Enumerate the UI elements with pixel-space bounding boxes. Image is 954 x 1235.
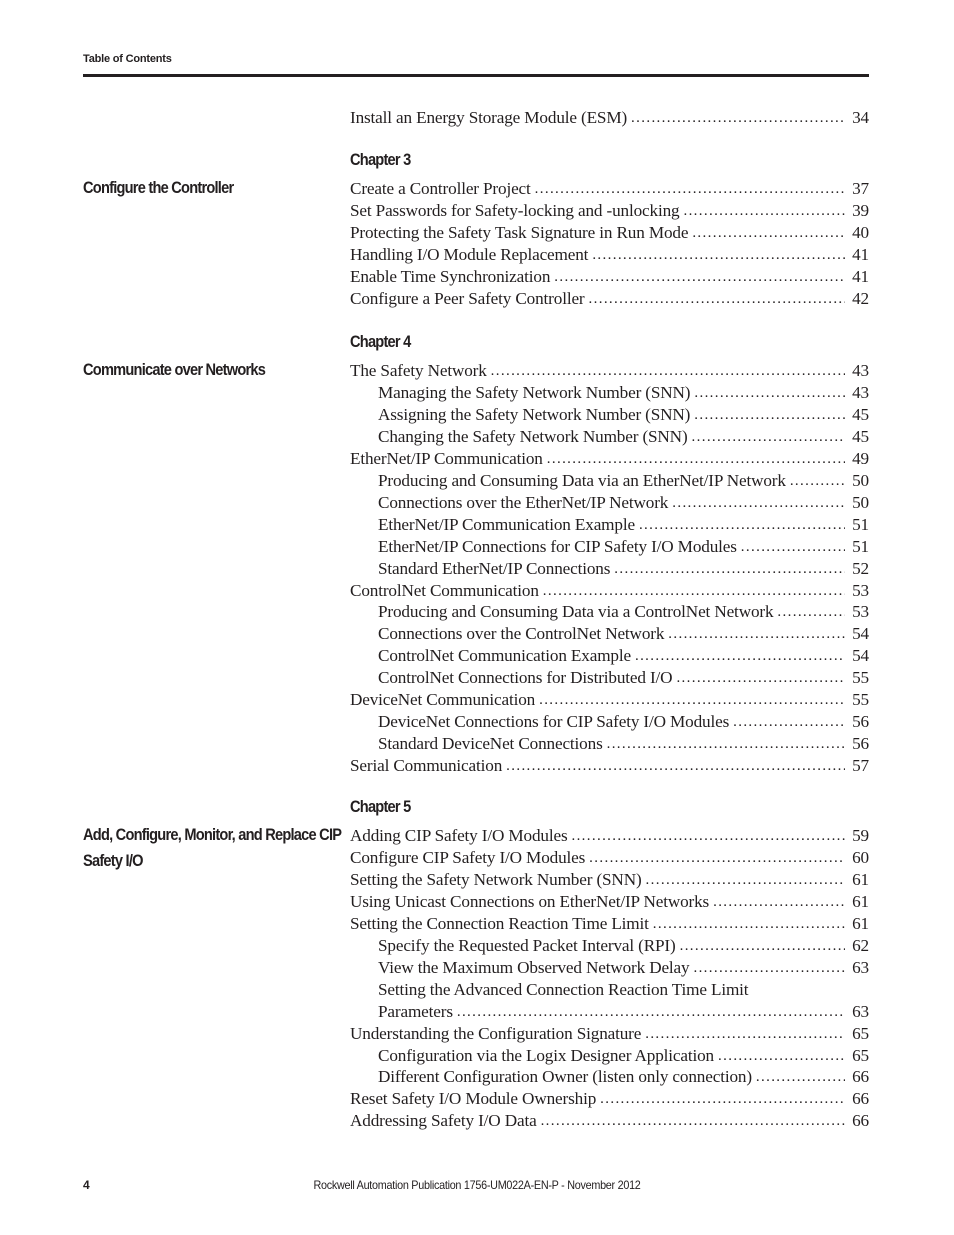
toc-entry[interactable] <box>378 667 869 689</box>
page-number: 4 <box>83 1178 90 1192</box>
dot-leader <box>541 1110 845 1132</box>
toc-entry-title: Enable Time Synchronization <box>350 266 551 286</box>
toc-entry-title: The Safety Network <box>350 361 487 380</box>
dot-leader <box>777 601 845 623</box>
toc-entry-page: 41 <box>852 244 869 264</box>
toc-entry-page: 45 <box>852 426 869 446</box>
dot-leader <box>653 913 845 935</box>
chapter-label: Chapter 5 <box>350 797 411 816</box>
toc-entry-page: 66 <box>852 1067 869 1087</box>
toc-entry-title: Producing and Consuming Data via an EtherNet/IP Network <box>378 470 786 490</box>
toc-entry[interactable] <box>350 448 869 470</box>
toc-entry[interactable] <box>378 979 869 1001</box>
toc-entry-page: 55 <box>852 668 869 688</box>
toc-entry-title: EtherNet/IP Communication <box>350 448 543 468</box>
toc-entry-page: 53 <box>852 580 869 600</box>
toc-entry[interactable] <box>350 244 869 266</box>
dot-leader <box>646 869 845 891</box>
toc-entry-title: Configuration via the Logix Designer Application <box>378 1045 715 1065</box>
dot-leader <box>692 222 845 244</box>
toc-entry-title: Serial Communication <box>350 756 503 776</box>
toc-entry[interactable] <box>350 200 869 222</box>
dot-leader <box>668 623 845 645</box>
toc-entry[interactable] <box>350 222 869 244</box>
toc-entry-page: 41 <box>852 266 869 286</box>
toc-entry-title: DeviceNet Connections for CIP Safety I/O Modules <box>378 712 730 732</box>
toc-entry-page: 50 <box>852 492 869 512</box>
toc-entry-title: Create a Controller Project <box>350 179 531 198</box>
toc-entry-page: 51 <box>852 536 869 556</box>
toc-entry-title: Assigning the Safety Network Number (SNN) <box>378 404 691 424</box>
dot-leader <box>790 470 845 492</box>
toc-entry-page: 54 <box>852 646 869 666</box>
toc-entry-page: 63 <box>852 1001 869 1021</box>
dot-leader <box>694 382 845 404</box>
toc-entry-title: Using Unicast Connections on EtherNet/IP Networks <box>350 891 710 911</box>
toc-entry-title: Configure CIP Safety I/O Modules <box>350 847 586 867</box>
toc-entry[interactable] <box>378 957 869 979</box>
toc-entry-page: 52 <box>852 558 869 578</box>
header-rule <box>83 74 869 77</box>
toc-entry[interactable] <box>378 1045 869 1067</box>
toc-entry[interactable] <box>378 935 869 957</box>
toc-entry-page: 57 <box>852 756 869 776</box>
chapter-title[interactable]: Configure the Controller <box>83 178 234 197</box>
dot-leader <box>554 266 845 288</box>
toc-entry[interactable] <box>350 869 869 891</box>
toc-entry-page: 66 <box>852 1089 869 1109</box>
toc-entry-title: Install an Energy Storage Module (ESM) <box>350 108 628 127</box>
dot-leader <box>589 288 845 310</box>
toc-entry[interactable] <box>378 1066 869 1088</box>
toc-entry-title: EtherNet/IP Connections for CIP Safety I/O Modules <box>378 536 737 556</box>
toc-entry-page: 60 <box>852 847 869 867</box>
toc-entry-title: Handling I/O Module Replacement <box>350 244 589 264</box>
toc-entry[interactable] <box>350 913 869 935</box>
toc-entry-title: Understanding the Configuration Signature <box>350 1023 642 1043</box>
toc-entry-page: 56 <box>852 734 869 754</box>
dot-leader <box>718 1045 845 1067</box>
toc-entry-page: 49 <box>852 448 869 468</box>
toc-entry-title: Producing and Consuming Data via a ControlNet Network <box>378 602 774 622</box>
toc-entry-title-continued: Parameters <box>378 1001 453 1021</box>
dot-leader <box>506 755 845 777</box>
toc-entry-title: Different Configuration Owner (listen only connection) <box>378 1067 752 1087</box>
toc-entry-page: 61 <box>852 869 869 889</box>
toc-entry-title: View the Maximum Observed Network Delay <box>378 957 690 977</box>
toc-entry[interactable] <box>350 178 869 200</box>
toc-entry[interactable] <box>378 514 869 536</box>
toc-entry-title: Managing the Safety Network Number (SNN) <box>378 382 691 402</box>
toc-entry-page: 45 <box>852 404 869 424</box>
toc-entry-page: 39 <box>852 200 869 220</box>
chapter-label: Chapter 4 <box>350 332 411 351</box>
toc-entry[interactable] <box>350 107 869 129</box>
toc-entry-page: 43 <box>852 361 869 380</box>
dot-leader <box>645 1023 845 1045</box>
dot-leader <box>672 492 845 514</box>
toc-entry-title: Specify the Requested Packet Interval (RPI) <box>378 935 676 955</box>
dot-leader <box>741 536 845 558</box>
toc-entry-title: Protecting the Safety Task Signature in Run Mode <box>350 222 689 242</box>
toc-entry-page: 62 <box>852 935 869 955</box>
toc-entry-page: 53 <box>852 602 869 622</box>
toc-entry[interactable] <box>378 711 869 733</box>
toc-entry[interactable] <box>350 288 869 310</box>
toc-entry-title: Standard EtherNet/IP Connections <box>378 558 611 578</box>
dot-leader <box>693 957 845 979</box>
toc-entry-page: 61 <box>852 913 869 933</box>
dot-leader <box>733 711 845 733</box>
toc-entry[interactable] <box>378 382 869 404</box>
toc-entry-title: ControlNet Communication <box>350 580 539 600</box>
toc-entry[interactable] <box>350 1088 869 1110</box>
toc-entry-title: Connections over the ControlNet Network <box>378 624 665 644</box>
toc-entry-page: 63 <box>852 957 869 977</box>
toc-entry[interactable] <box>378 426 869 448</box>
dot-leader <box>539 689 845 711</box>
toc-entry[interactable] <box>378 492 869 514</box>
toc-entry-page: 56 <box>852 712 869 732</box>
chapter-title[interactable]: Add, Configure, Monitor, and Replace CIP Safety I/O <box>83 825 341 870</box>
dot-leader <box>457 1001 845 1023</box>
toc-entry-page: 61 <box>852 891 869 911</box>
dot-leader <box>676 667 845 689</box>
dot-leader <box>600 1088 845 1110</box>
toc-entry-page: 37 <box>852 179 869 198</box>
toc-entry[interactable] <box>350 755 869 777</box>
dot-leader <box>547 448 845 470</box>
toc-entry-page: 66 <box>852 1111 869 1131</box>
dot-leader <box>607 733 845 755</box>
toc-entry-title: Setting the Connection Reaction Time Limit <box>350 913 649 933</box>
toc-entry-page: 65 <box>852 1023 869 1043</box>
toc-entry[interactable] <box>378 404 869 426</box>
toc-entry-title: Changing the Safety Network Number (SNN) <box>378 426 688 446</box>
dot-leader <box>491 360 845 382</box>
toc-entry[interactable] <box>378 536 869 558</box>
toc-entry-page: 51 <box>852 514 869 534</box>
running-header: Table of Contents <box>83 53 172 65</box>
toc-entry-title: Adding CIP Safety I/O Modules <box>350 826 568 845</box>
publication-footer: Rockwell Automation Publication 1756-UM022A-EN-P - November 2012 <box>313 1178 641 1192</box>
dot-leader <box>592 244 845 266</box>
toc-entry[interactable] <box>378 645 869 667</box>
dot-leader <box>639 514 845 536</box>
toc-entry-title: ControlNet Communication Example <box>378 646 631 666</box>
dot-leader <box>589 847 845 869</box>
toc-entry-page: 59 <box>852 826 869 845</box>
toc-entry-title: Setting the Advanced Connection Reaction Time Limit <box>378 979 749 999</box>
toc-entry-page: 43 <box>852 382 869 402</box>
toc-entry-continuation[interactable] <box>378 1001 869 1023</box>
toc-entry-title: Reset Safety I/O Module Ownership <box>350 1089 597 1109</box>
dot-leader <box>680 935 845 957</box>
toc-entry-title: Connections over the EtherNet/IP Network <box>378 492 669 512</box>
toc-entry-title: ControlNet Connections for Distributed I/O <box>378 668 673 688</box>
chapter-label: Chapter 3 <box>350 150 411 169</box>
dot-leader <box>635 645 845 667</box>
dot-leader <box>535 178 845 200</box>
dot-leader <box>692 426 845 448</box>
toc-entry-title: DeviceNet Communication <box>350 690 536 710</box>
toc-entry[interactable] <box>350 891 869 913</box>
toc-entry[interactable] <box>350 580 869 602</box>
toc-entry-page: 50 <box>852 470 869 490</box>
toc-entry-page: 65 <box>852 1045 869 1065</box>
dot-leader <box>614 558 845 580</box>
toc-entry[interactable] <box>378 601 869 623</box>
toc-entry[interactable] <box>350 689 869 711</box>
toc-entry[interactable] <box>350 825 869 847</box>
toc-entry[interactable] <box>378 733 869 755</box>
toc-entry-title: Standard DeviceNet Connections <box>378 734 603 754</box>
toc-entry-title: Configure a Peer Safety Controller <box>350 288 585 308</box>
toc-entry-title: EtherNet/IP Communication Example <box>378 514 635 534</box>
toc-entry-page: 34 <box>852 108 869 127</box>
toc-entry[interactable] <box>350 1110 869 1132</box>
dot-leader <box>694 404 845 426</box>
dot-leader <box>683 200 845 222</box>
dot-leader <box>571 825 845 847</box>
toc-entry-title: Addressing Safety I/O Data <box>350 1111 537 1131</box>
toc-entry[interactable] <box>350 360 869 382</box>
toc-entry[interactable] <box>378 623 869 645</box>
dot-leader <box>631 107 845 129</box>
toc-entry-page: 54 <box>852 624 869 644</box>
toc-entry[interactable] <box>378 558 869 580</box>
toc-entry-title: Setting the Safety Network Number (SNN) <box>350 869 642 889</box>
toc-entry[interactable] <box>350 1023 869 1045</box>
dot-leader <box>543 580 845 602</box>
toc-entry-page: 42 <box>852 288 869 308</box>
toc-entry-page: 40 <box>852 222 869 242</box>
toc-entry-title: Set Passwords for Safety-locking and -unlocking <box>350 200 680 220</box>
toc-entry[interactable] <box>378 470 869 492</box>
toc-entry[interactable] <box>350 266 869 288</box>
dot-leader <box>713 891 845 913</box>
chapter-title[interactable]: Communicate over Networks <box>83 360 266 379</box>
toc-entry[interactable] <box>350 847 869 869</box>
dot-leader <box>756 1066 845 1088</box>
toc-entry-page: 55 <box>852 690 869 710</box>
